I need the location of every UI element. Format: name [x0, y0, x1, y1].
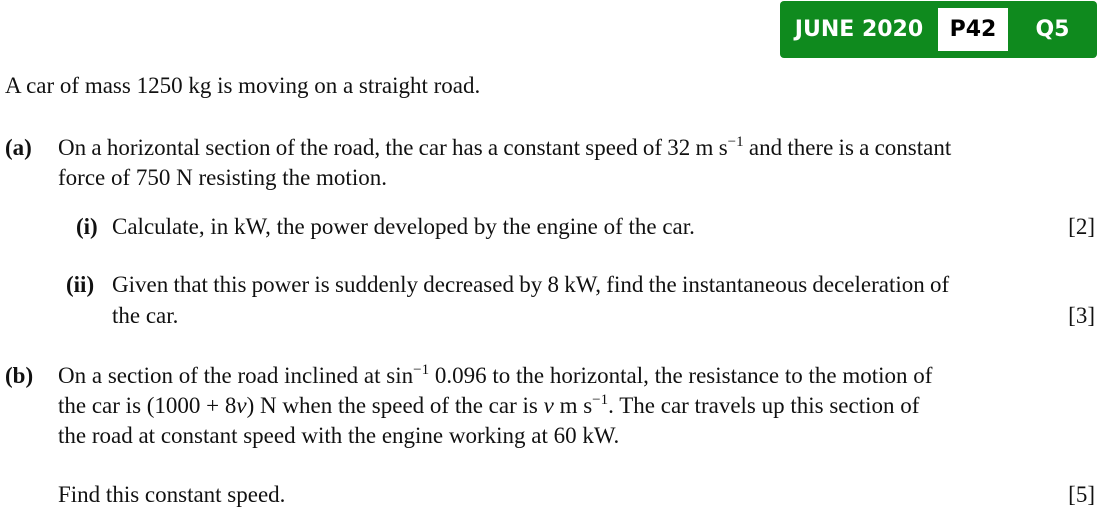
- part-a-i-label: (i): [76, 214, 98, 239]
- part-b-line-2: the car is (1000 + 8v) N when the speed of the car is v m $s^{-1}$. The car travels up this section of: [58, 392, 920, 418]
- part-a-label: (a): [5, 135, 32, 160]
- part-b-line-3: the road at constant speed with the engine working at 60 kW.: [58, 423, 620, 448]
- part-a-ii-line-1: Given that this power is suddenly decreased by 8 kW, find the instantaneous deceleration of: [112, 272, 950, 297]
- question-reference-badge: [780, 1, 1097, 58]
- part-a-ii-line-2: the car.: [112, 303, 179, 328]
- question-number-label: Q5: [1035, 17, 1070, 42]
- part-a-ii-marks: [3]: [1068, 303, 1095, 328]
- paper-number-label: P42: [938, 8, 1008, 51]
- part-a-line-2: force of 750 N resisting the motion.: [58, 165, 387, 190]
- part-b-marks: [5]: [1068, 482, 1095, 507]
- exam-session-label: JUNE 2020: [794, 17, 924, 42]
- part-a-line-1: On a horizontal section of the road, the car has a constant speed of 32 m $s^{-1}$ and there is a constant: [58, 134, 952, 160]
- part-b-find: Find this constant speed.: [58, 482, 286, 507]
- part-b-label: (b): [5, 363, 34, 388]
- part-a-i-text: Calculate, in kW, the power developed by the engine of the car.: [112, 214, 695, 239]
- part-b-line-1: On a section of the road inclined at $\sin^{-1} 0.096$ to the horizontal, the resistance to the motion of: [58, 362, 933, 388]
- question-intro: A car of mass 1250 kg is moving on a straight road.: [5, 73, 481, 98]
- part-a-i-marks: [2]: [1068, 214, 1095, 239]
- part-a-ii-label: (ii): [66, 272, 95, 297]
